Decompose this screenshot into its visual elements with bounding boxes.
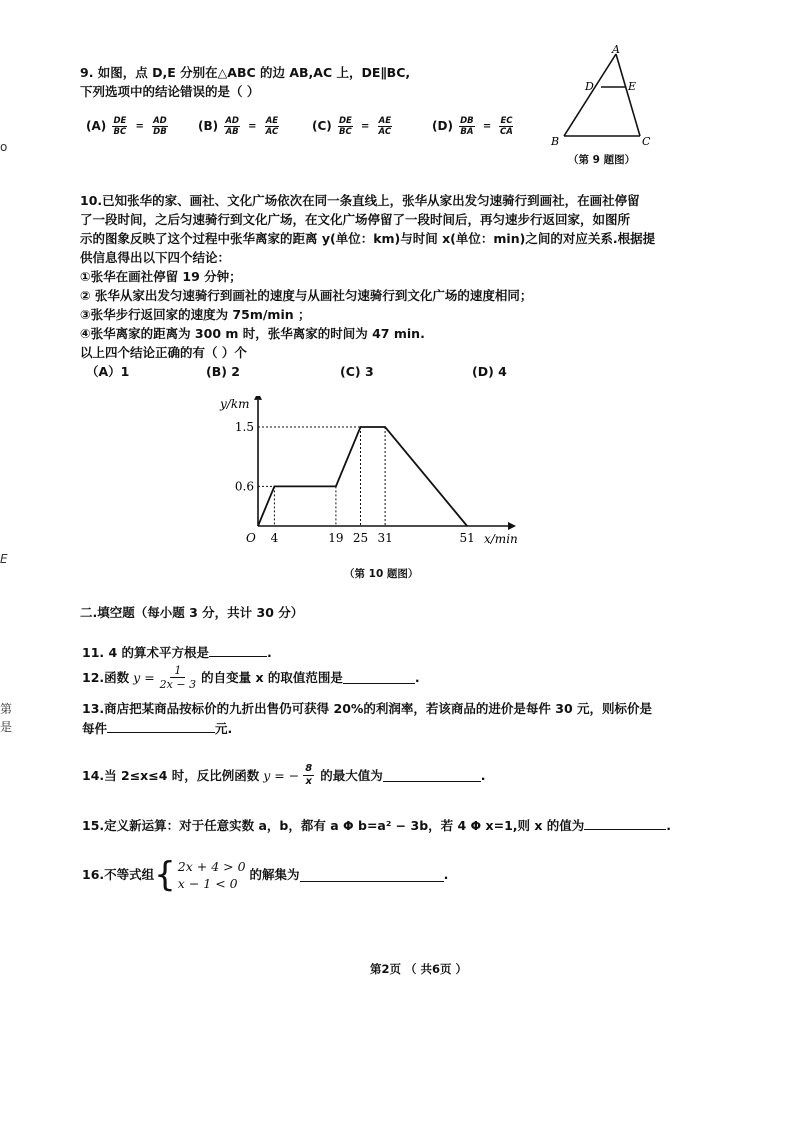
q16-end: . <box>443 867 449 882</box>
fraction <box>152 116 168 137</box>
q10-option-a: （A）1 <box>86 364 130 379</box>
denominator: CA <box>500 127 513 137</box>
fraction <box>265 116 279 137</box>
q13-line2 <box>82 720 232 738</box>
margin-mark: 第 <box>0 702 13 716</box>
equals-sign: = <box>361 121 370 132</box>
q13-pre: 每件 <box>82 721 108 736</box>
option-label: (A) <box>86 119 107 133</box>
q10-line: 示的图象反映了这个过程中张华离家的距离 y(单位：km)与时间 x(单位：min)之间的对应关系.根据提 <box>80 231 656 246</box>
fraction <box>499 116 513 137</box>
numerator: EC <box>500 116 513 126</box>
q10-line: 10.已知张华的家、画社、文化广场依次在同一条直线上，张华从家出发匀速骑行到画社，在画社停留 <box>80 193 640 208</box>
vertex-c-label: C <box>642 135 651 148</box>
q9-option-d <box>432 116 515 137</box>
margin-mark: E <box>0 552 8 566</box>
equals-sign: = <box>135 121 144 132</box>
side-ab <box>564 54 616 136</box>
q12 <box>82 664 420 691</box>
fraction <box>459 116 475 137</box>
denominator: AC <box>265 127 279 137</box>
option-label: (C) <box>312 119 332 133</box>
answer-blank <box>343 671 415 684</box>
denominator: AC <box>378 127 392 137</box>
x-tick-label: 25 <box>352 531 369 545</box>
numerator: AD <box>153 116 167 126</box>
denominator: BC <box>113 127 127 137</box>
q16 <box>82 855 449 895</box>
y-tick-label: 0.6 <box>234 479 254 494</box>
equals-sign: = <box>482 121 492 132</box>
numerator: 8 <box>305 763 313 774</box>
x-axis-label: x/min <box>484 532 518 546</box>
q10-conclusion-3: ③张华步行返回家的速度为 75m/min ； <box>80 307 311 322</box>
x-tick-label: 51 <box>459 531 475 545</box>
inequalities <box>178 858 246 892</box>
q9-stem-line1: 9. 如图，点 D,E 分别在△ABC 的边 AB,AC 上，DE∥BC, <box>80 65 411 80</box>
q11 <box>82 644 272 662</box>
numerator: DB <box>460 116 474 126</box>
numerator: 1 <box>170 664 185 678</box>
point-d-label: D <box>585 80 594 93</box>
fraction <box>112 116 127 137</box>
distance-time-chart <box>200 396 540 556</box>
q12-fraction <box>160 664 196 691</box>
x-tick-label: 4 <box>270 531 279 545</box>
q15 <box>82 817 671 835</box>
denominator: 2x − 3 <box>159 678 197 691</box>
q11-end: . <box>267 645 272 660</box>
q14-pre: 14.当 2≤x≤4 时，反比例函数 <box>82 767 260 783</box>
left-brace: { <box>154 855 176 895</box>
x-tick-label: 19 <box>328 531 344 545</box>
q13-line1: 13.商店把某商品按标价的九折出售仍可获得 20%的利润率，若该商品的进价是每件 30 元，则标价是 <box>82 701 653 716</box>
answer-blank <box>209 644 267 657</box>
q10-option-b: (B) 2 <box>206 364 241 379</box>
origin-label: O <box>246 531 256 545</box>
q10-line: 供信息得出以下四个结论： <box>80 250 231 265</box>
point-e-label: E <box>628 80 637 93</box>
answer-blank <box>584 817 666 830</box>
denominator: AB <box>225 127 239 137</box>
q10-prompt: 以上四个结论正确的有（ ）个 <box>80 345 247 360</box>
inequality-system <box>154 855 246 895</box>
inequality-1: 2x + 4 > 0 <box>177 859 246 874</box>
q10-line: 了一段时间，之后匀速骑行到文化广场，在文化广场停留了一段时间后，再匀速步行返回家，如图所 <box>80 212 631 227</box>
q16-pre: 16.不等式组 <box>82 867 155 882</box>
numerator: AE <box>265 116 279 126</box>
y-axis-label: y/km <box>220 396 250 411</box>
q14-function: y = − <box>263 767 300 783</box>
q16-post: 的解集为 <box>249 867 300 882</box>
answer-blank <box>300 869 444 882</box>
q12-end: . <box>414 669 420 685</box>
numerator: DE <box>113 116 127 126</box>
numerator: AE <box>378 116 391 126</box>
q14-fraction <box>303 763 314 788</box>
section-heading: 二.填空题（每小题 3 分，共计 30 分） <box>80 605 304 620</box>
q12-function: y = <box>133 669 155 685</box>
x-tick-label: 31 <box>377 531 393 545</box>
q12-pre: 12.函数 <box>82 669 130 685</box>
numerator: AD <box>225 116 239 126</box>
q14 <box>82 763 485 788</box>
answer-blank <box>383 769 481 782</box>
vertex-a-label: A <box>612 44 620 56</box>
triangle-figure <box>540 44 670 156</box>
q9-option-a <box>86 116 170 137</box>
y-tick-label: 1.5 <box>234 420 254 434</box>
page-footer: 第2页 （ 共6页 ） <box>370 962 468 976</box>
q10-conclusion-2: ② 张华从家出发匀速骑行到画社的速度与从画社匀速骑行到文化广场的速度相同； <box>80 288 533 303</box>
numerator: DE <box>338 116 352 126</box>
side-ac <box>616 54 640 136</box>
q15-end: . <box>666 818 672 833</box>
denominator: BA <box>460 127 474 137</box>
q15-text: 15.定义新运算：对于任意实数 a，b，都有 a Φ b=a² − 3b，若 4 Φ x=1,则 x 的值为 <box>82 818 585 833</box>
q10-conclusion-4: ④张华离家的距离为 300 m 时，张华离家的时间为 47 min. <box>80 326 425 341</box>
q10-option-c: (C) 3 <box>340 364 374 379</box>
q14-end: . <box>480 767 486 783</box>
denominator: x <box>305 776 312 787</box>
q9-option-b <box>198 116 281 137</box>
q9-figure-caption: （第 9 题图） <box>568 154 636 166</box>
denominator: BC <box>339 127 352 137</box>
equals-sign: = <box>248 121 257 132</box>
margin-mark: o <box>0 140 8 154</box>
y-axis-arrow <box>254 396 262 400</box>
option-label: (B) <box>198 119 219 133</box>
q10-figure-caption: （第 10 题图） <box>344 568 419 580</box>
q9-option-c <box>312 116 394 137</box>
q10-conclusion-1: ①张华在画社停留 19 分钟； <box>80 269 242 284</box>
q14-post: 的最大值为 <box>320 767 383 783</box>
vertex-b-label: B <box>551 135 560 148</box>
q10-option-d: (D) 4 <box>472 364 507 379</box>
q12-post: 的自变量 x 的取值范围是 <box>201 669 343 685</box>
series-line <box>258 427 467 526</box>
q11-text: 11. 4 的算术平方根是 <box>82 645 210 660</box>
inequality-2: x − 1 < 0 <box>177 876 238 891</box>
x-axis-arrow <box>508 522 516 530</box>
fraction <box>224 116 240 137</box>
option-label: (D) <box>432 119 453 133</box>
answer-blank <box>107 720 215 733</box>
denominator: DB <box>153 127 167 137</box>
margin-mark: 是 <box>0 720 13 734</box>
q9-stem-line2: 下列选项中的结论错误的是（ ） <box>80 84 260 99</box>
q13-post: 元. <box>215 721 233 736</box>
fraction <box>338 116 353 137</box>
fraction <box>378 116 392 137</box>
